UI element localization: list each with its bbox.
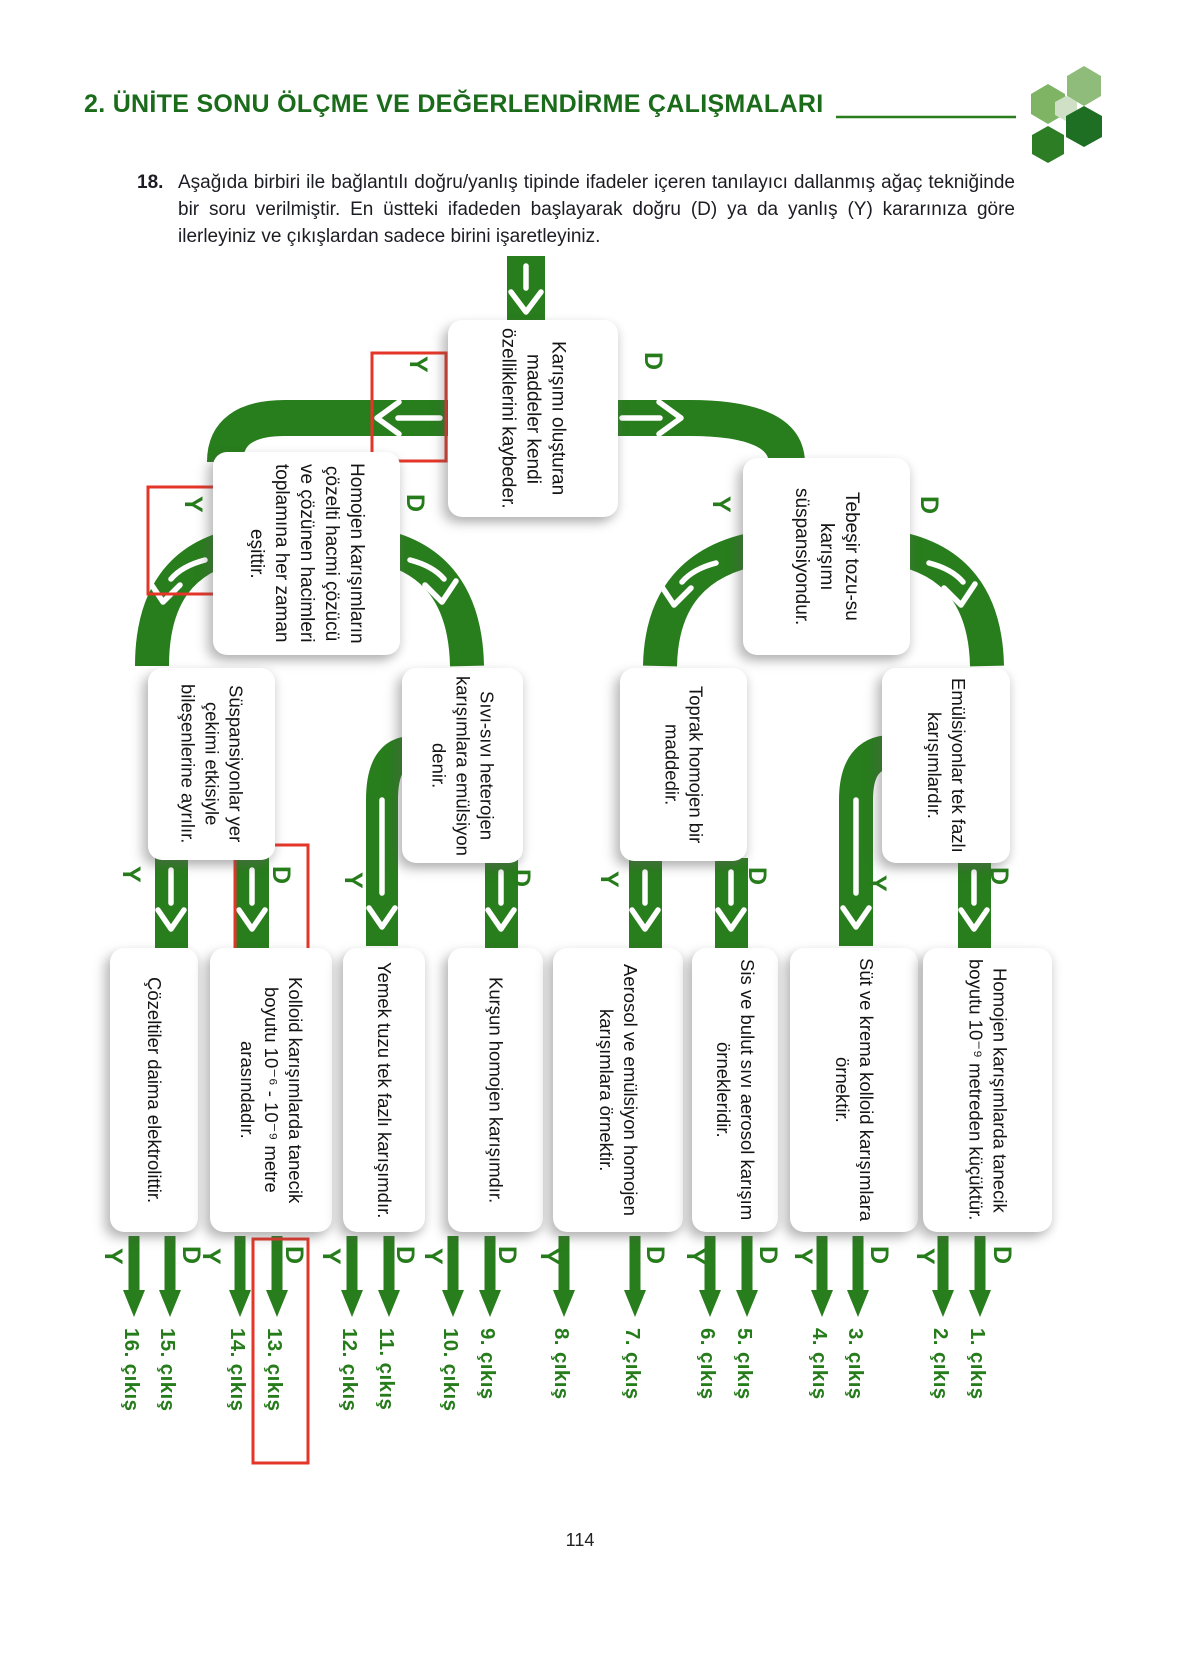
page-title: 2. ÜNİTE SONU ÖLÇME VE DEĞERLENDİRME ÇALIŞMALARI	[84, 90, 824, 118]
label-n4-d: D	[267, 866, 295, 885]
label-exit13-d: D	[280, 1246, 308, 1265]
node-homojen-hacim: Homojen karışımların çözelti hacmi çözücü ve çözünen hacimleri toplamına her zaman eşittir.	[213, 452, 400, 655]
exit-label-7: 7. çıkış	[621, 1328, 644, 1400]
node-kursun: Kurşun homojen karışımdır.	[448, 948, 543, 1232]
hexagon-logo	[1031, 66, 1102, 163]
exit-label-4: 4. çıkış	[808, 1328, 831, 1400]
label-exit16-y: Y	[99, 1248, 127, 1265]
exit-label-6: 6. çıkış	[696, 1328, 719, 1400]
node-sut-krema: Süt ve krema kolloid karışımlara örnektir.	[790, 948, 918, 1232]
question-text: Aşağıda birbiri ile bağlantılı doğru/yanlış tipinde ifadeler içeren tanılayıcı dallanmış ağaç tekniğinde bir soru verilmiştir. En üstteki ifadeden başlayarak doğru (D) ya da yanlış (Y) kararınıza göre ilerleyiniz ve çıkışlardan sadece birini işaretleyiniz.	[178, 172, 1015, 247]
label-exit5-d: D	[754, 1246, 782, 1265]
label-n1-d: D	[639, 352, 667, 371]
label-n5-y: Y	[339, 872, 367, 889]
connector-n1-d	[614, 418, 787, 462]
label-exit3-d: D	[865, 1246, 893, 1265]
node-homojen-tanecik: Homojen karışımlarda tanecik boyutu 10⁻⁹ metreden küçüktür.	[923, 948, 1052, 1232]
exit-label-14: 14. çıkış	[226, 1328, 249, 1412]
node-sivi-sivi: Sıvı-sıvı heterojen karışımlara emülsiyon denir.	[402, 668, 523, 863]
exit-label-2: 2. çıkış	[929, 1328, 952, 1400]
label-exit15-d: D	[177, 1246, 205, 1265]
label-n2-y: Y	[179, 496, 207, 513]
label-exit6-y: Y	[681, 1248, 709, 1265]
label-exit8-y: Y	[535, 1248, 563, 1265]
label-exit1-d: D	[988, 1246, 1016, 1265]
label-n6-y: Y	[595, 871, 623, 888]
label-n5-d: D	[507, 869, 535, 888]
label-exit2-y: Y	[911, 1248, 939, 1265]
label-exit14-y: Y	[197, 1248, 225, 1265]
exit-label-12: 12. çıkış	[338, 1328, 361, 1412]
label-exit4-y: Y	[789, 1248, 817, 1265]
label-exit10-y: Y	[419, 1248, 447, 1265]
exit-label-13: 13. çıkış	[263, 1328, 286, 1412]
node-yemek-tuzu: Yemek tuzu tek fazlı karışımdır.	[343, 948, 425, 1232]
label-n3-d: D	[915, 496, 943, 515]
node-aerosol: Aerosol ve emülsiyon homojen karışımlara örnektir.	[553, 948, 683, 1232]
label-n1-y: Y	[404, 356, 432, 373]
exit-label-16: 16. çıkış	[120, 1328, 143, 1412]
label-n2-d: D	[401, 494, 429, 513]
page-number: 114	[565, 1530, 595, 1550]
label-n7-y: Y	[863, 875, 891, 892]
node-karisim-ozellik: Karışımı oluşturan maddeler kendi özelliklerini kaybeder.	[448, 320, 618, 517]
exit-label-3: 3. çıkış	[844, 1328, 867, 1400]
exit-label-15: 15. çıkış	[156, 1328, 179, 1412]
exit-label-11: 11. çıkış	[375, 1328, 398, 1411]
node-emulsiyon-fazli: Emülsiyonlar tek fazlı karışımlardır.	[882, 668, 1010, 863]
label-exit9-d: D	[493, 1246, 521, 1265]
label-n4-y: Y	[117, 866, 145, 883]
node-kolloid: Kolloid karışımlarda tanecik boyutu 10⁻⁶ - 10⁻⁹ metre arasındadır.	[210, 948, 332, 1232]
label-exit7-d: D	[641, 1246, 669, 1265]
node-tebesir: Tebeşir tozu-su karışımı süspansiyondur.	[743, 458, 910, 655]
node-sis-bulut: Sis ve bulut sıvı aerosol karışım örnekleridir.	[692, 948, 778, 1232]
node-suspansiyon: Süspansiyonlar yer çekimi etkisiyle bileşenlerine ayrılır.	[148, 668, 275, 860]
header-decoration	[836, 66, 1102, 163]
exit-label-5: 5. çıkış	[733, 1328, 756, 1400]
label-exit12-y: Y	[317, 1248, 345, 1265]
label-n6-d: D	[743, 867, 771, 886]
label-n7-d: D	[985, 867, 1013, 886]
exit-label-9: 9. çıkış	[476, 1328, 499, 1400]
exit-label-1: 1. çıkış	[966, 1328, 989, 1400]
node-cozeltiler: Çözeltiler daima elektrolittir.	[110, 948, 198, 1232]
label-exit11-d: D	[391, 1246, 419, 1265]
node-toprak: Toprak homojen bir maddedir.	[620, 668, 747, 861]
exit-label-8: 8. çıkış	[550, 1328, 573, 1400]
exit-label-10: 10. çıkış	[439, 1328, 462, 1412]
question-number: 18.	[137, 172, 164, 193]
label-n3-y: Y	[707, 496, 735, 513]
